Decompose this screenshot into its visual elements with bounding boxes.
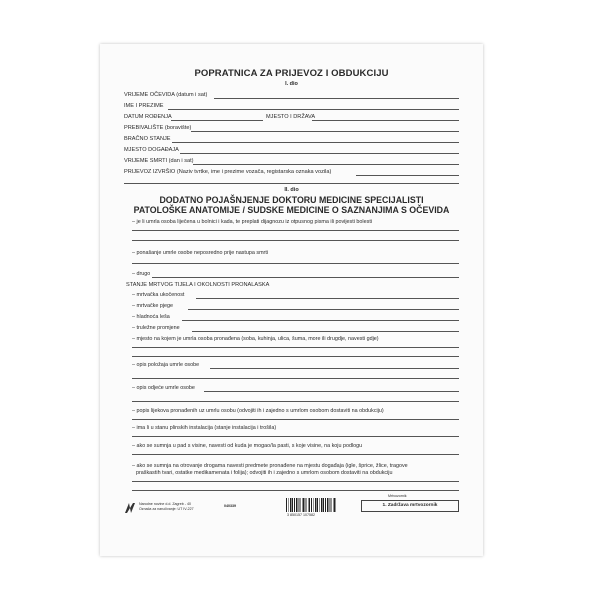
- question-drugs-line2: praškastih tvari, ostatke medikamenata i folija); odvojiti ih i zajedno s umrlom osobom dostaviti na obdukciju: [136, 470, 393, 476]
- form-title: POPRATNICA ZA PRIJEVOZ I OBDUKCIJU: [194, 68, 389, 79]
- answer-line[interactable]: [132, 230, 459, 231]
- question-drugs-line1: – ako se sumnja na otrovanje drogama navesti predmete pronađene na mjestu događaja (igle, šprice, žlice, tragove: [132, 463, 408, 469]
- answer-line[interactable]: [132, 436, 459, 437]
- part1-heading: I. dio: [285, 81, 298, 87]
- answer-line[interactable]: [132, 481, 459, 482]
- field-line-birth-date[interactable]: [171, 120, 263, 121]
- barcode-number: 3 850157 107582: [287, 513, 315, 517]
- answer-line[interactable]: [192, 331, 459, 332]
- field-label-death-time: VRIJEME SMRTI (dan i sat): [124, 158, 194, 164]
- state-item-rigor: – mrtvačka ukočenost: [132, 292, 185, 298]
- field-line-event-place[interactable]: [180, 153, 459, 154]
- question-fall: – ako se sumnja u pad s visine, navesti od kuda je mogao/la pasti, s koje visine, na koju podlogu: [132, 443, 363, 449]
- field-line-transport[interactable]: [356, 175, 459, 176]
- question-location: – mjesto na kojem je umrla osoba pronađena (soba, kuhinja, ulica, šuma, more ili drugdje, navesti gdje): [132, 336, 379, 342]
- field-label-marital-status: BRAČNO STANJE: [124, 136, 171, 142]
- question-behaviour: – ponašanje umrle osobe neposredno prije nastupa smrti: [132, 250, 269, 256]
- answer-line[interactable]: [196, 298, 459, 299]
- field-label-birth-date: DATUM ROĐENJA: [124, 114, 172, 120]
- answer-line[interactable]: [132, 401, 459, 402]
- field-line-death-time[interactable]: [193, 164, 459, 165]
- state-heading: STANJE MRTVOG TIJELA I OKOLNOSTI PRONALASKA: [126, 282, 270, 288]
- answer-line[interactable]: [132, 263, 459, 264]
- answer-line[interactable]: [132, 240, 459, 241]
- question-clothing: – opis odjeće umrle osobe: [132, 385, 195, 391]
- field-label-birth-place: MJESTO I DRŽAVA: [266, 114, 316, 120]
- copy-box: 1. Zadržava mrtvozornik: [361, 500, 459, 512]
- field-line-birth-place[interactable]: [312, 120, 459, 121]
- field-label-transport: PRIJEVOZ IZVRŠIO (Naziv tvrtke, ime i prezime vozača, registarska oznaka vozila): [124, 169, 332, 175]
- state-item-decay: – truležne promjene: [132, 325, 180, 331]
- answer-line[interactable]: [132, 490, 459, 491]
- question-hospital: – je li umrla osoba liječena u bolnici i kada, te preplati dijagnozu iz otpusnog pisma ili povijesti bolesti: [132, 219, 373, 225]
- answer-line[interactable]: [132, 378, 459, 379]
- answer-line[interactable]: [132, 356, 459, 357]
- answer-line[interactable]: [132, 454, 459, 455]
- part2-heading: II. dio: [284, 187, 299, 193]
- answer-line[interactable]: [152, 277, 459, 278]
- publisher-logo-icon: [124, 501, 136, 513]
- answer-line[interactable]: [210, 368, 459, 369]
- part2-title-line2: PATOLOŠKE ANATOMIJE / SUDSKE MEDICINE O SAZNANJIMA S OČEVIDA: [133, 205, 450, 215]
- field-line-residence[interactable]: [191, 131, 459, 132]
- answer-line[interactable]: [132, 419, 459, 420]
- box-label-top: Mrtvozornik: [388, 494, 407, 498]
- field-line-marital-status[interactable]: [172, 142, 459, 143]
- field-label-inspection-time: VRIJEME OČEVIDA (datum i sat): [124, 92, 208, 98]
- field-line-transport-2[interactable]: [124, 183, 459, 184]
- field-label-event-place: MJESTO DOGAĐAJA: [124, 147, 179, 153]
- form-sheet: [100, 44, 483, 556]
- field-line-name[interactable]: [168, 109, 459, 110]
- state-item-cold: – hladnoća leša: [132, 314, 170, 320]
- answer-line[interactable]: [182, 320, 459, 321]
- part2-title-line1: DODATNO POJAŠNJENJE DOKTORU MEDICINE SPECIJALISTI: [159, 195, 424, 205]
- question-medications: – popis lijekova pronađenih uz umrlu osobu (odvojiti ih i zajedno s umrlom osobom dostaviti na obdukciju): [132, 408, 384, 414]
- question-other: – drugo: [132, 271, 151, 277]
- field-label-residence: PREBIVALIŠTE (boravište): [124, 125, 192, 131]
- publisher-line1: Narodne novine d.d. Zagreb - 40: [139, 502, 191, 506]
- publisher-line2: Označa za naručivanje: UT IV-227: [139, 507, 194, 511]
- field-line-inspection-time[interactable]: [214, 98, 459, 99]
- barcode: [286, 498, 336, 512]
- answer-line[interactable]: [132, 347, 459, 348]
- question-position: – opis položaja umrle osobe: [132, 362, 200, 368]
- question-gas: – ima li u stanu plinskih instalacija (stanje instalacija i trošila): [132, 425, 277, 431]
- state-item-livor: – mrtvačke pjege: [132, 303, 174, 309]
- field-label-name: IME I PREZIME: [124, 103, 164, 109]
- answer-line[interactable]: [188, 309, 459, 310]
- form-code: 040339: [224, 504, 236, 508]
- answer-line[interactable]: [204, 391, 459, 392]
